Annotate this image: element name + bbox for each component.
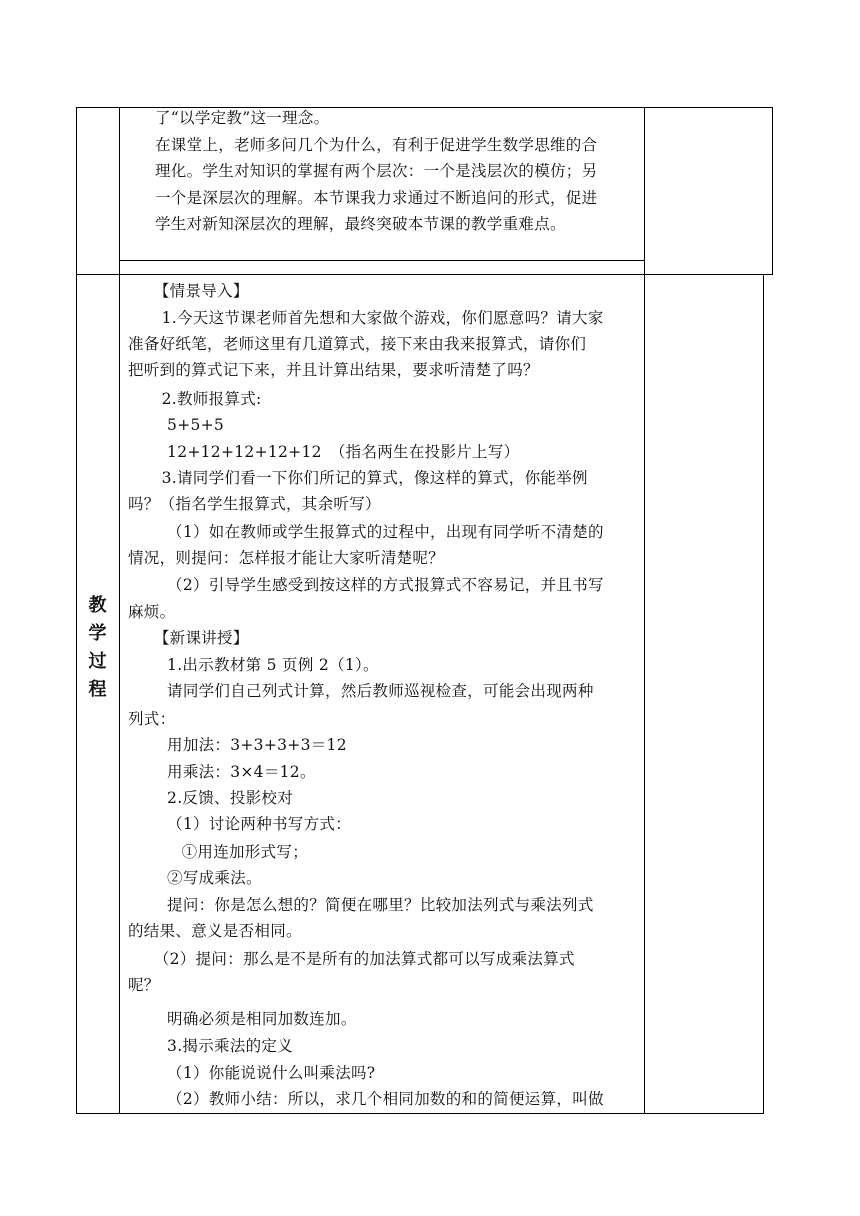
top-line: 在课堂上，老师多问几个为什么，有利于促进学生数学思维的合 [155, 135, 598, 154]
process-line: 3.请同学们看一下你们所记的算式，像这样的算式，你能举例 [130, 469, 588, 487]
process-line: 把听到的算式记下来，并且计算出结果，要求听清楚了吗？ [128, 361, 539, 379]
process-line: （1）讨论两种书写方式： [146, 815, 351, 833]
process-line: 用加法：3+3+3+3＝12 [146, 736, 347, 754]
label-char: 教 [88, 595, 107, 616]
process-line: （2）引导学生感受到按这样的方式报算式不容易记，并且书写 [146, 576, 604, 594]
process-line: 1.出示教材第 5 页例 2（1）。 [146, 656, 379, 674]
process-line: 呢？ [128, 976, 160, 994]
process-table-right-border [763, 274, 764, 1114]
process-line: （1）你能说说什么叫乘法吗? [146, 1064, 376, 1082]
process-line: 【新课讲授】 [130, 629, 249, 647]
process-line: 情况，则提问：怎样报才能让大家听清楚呢？ [128, 549, 445, 567]
process-table-top-border [76, 274, 773, 275]
top-section-text [155, 105, 597, 238]
process-table-col-divider-1 [119, 274, 120, 1114]
process-section-label [76, 592, 119, 704]
process-table-col-divider-2 [644, 274, 645, 1114]
process-line: 提问：你是怎么想的？简便在哪里？比较加法列式与乘法列式 [146, 896, 594, 914]
process-line: 麻烦。 [128, 603, 176, 621]
process-line: （1）如在教师或学生报算式的过程中，出现有同学听不清楚的 [146, 523, 604, 541]
label-char: 学 [88, 623, 107, 644]
process-line: 12+12+12+12+12 （指名两生在投影片上写） [146, 443, 520, 461]
top-table-left-border [76, 107, 77, 274]
process-table-bottom-border [76, 1113, 764, 1114]
process-line: （2）提问：那么是不是所有的加法算式都可以写成乘法算式 [130, 950, 575, 968]
label-char: 过 [88, 651, 107, 672]
process-line: 2.反馈、投影校对 [146, 789, 294, 807]
top-line: 学生对新知深层次的理解，最终突破本节课的教学重难点。 [155, 215, 566, 234]
process-line: 吗？（指名学生报算式，其余听写） [128, 495, 381, 513]
process-line: 请同学们自己列式计算，然后教师巡视检查，可能会出现两种 [146, 682, 594, 700]
top-table-col-divider-1 [119, 107, 120, 274]
top-line: 理化。学生对知识的掌握有两个层次：一个是浅层次的模仿；另 [155, 162, 598, 181]
top-table-col-divider-2 [644, 107, 645, 274]
process-line: ②写成乘法。 [146, 869, 262, 887]
process-line: 【情景导入】 [130, 282, 249, 300]
process-line: ①用连加形式写； [150, 843, 309, 861]
process-line: 明确必须是相同加数连加。 [146, 1010, 357, 1028]
process-line: 的结果、意义是否相同。 [128, 922, 302, 940]
process-line: 5+5+5 [146, 416, 225, 434]
top-line: 一个是深层次的理解。本节课我力求通过不断追问的形式，促进 [155, 188, 598, 207]
process-line: （2）教师小结：所以，求几个相同加数的和的简便运算，叫做 [146, 1090, 604, 1108]
top-table-inner-rule [119, 260, 644, 261]
process-line: 1.今天这节课老师首先想和大家做个游戏，你们愿意吗？请大家 [130, 309, 604, 327]
label-char: 程 [88, 679, 107, 700]
top-line: 了“以学定教”这一理念。 [155, 109, 330, 127]
process-line: 用乘法：3×4＝12。 [146, 763, 316, 781]
top-table-right-border [772, 107, 773, 274]
process-line: 准备好纸笔，老师这里有几道算式，接下来由我来报算式，请你们 [128, 335, 587, 353]
process-line: 3.揭示乘法的定义 [146, 1037, 294, 1055]
process-line: 列式： [128, 710, 176, 728]
process-line: 2.教师报算式: [130, 390, 262, 408]
